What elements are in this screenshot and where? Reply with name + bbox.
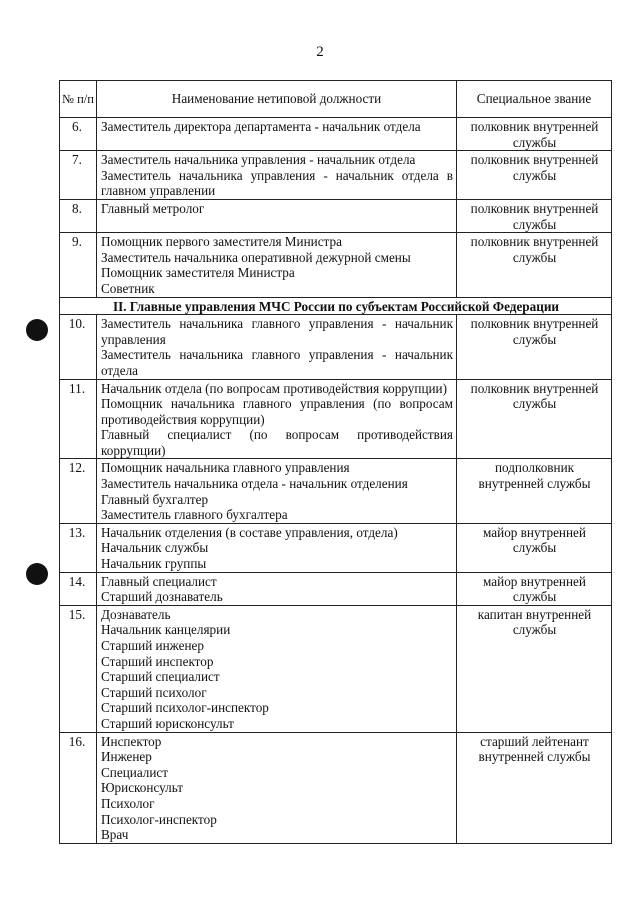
position-title: Старший инспектор [101,653,214,669]
position-title: Психолог-инспектор [101,811,217,827]
position-title: Начальник группы [101,556,207,572]
position-title: Заместитель начальника управления - начальник отдела в главном управлении [101,167,453,199]
rank-cell: полковник внутренней службы [457,315,612,379]
position-title: Главный специалист [101,573,217,589]
position-title: Старший инженер [101,638,204,653]
row-number: 10. [60,315,97,379]
position-title: Врач [101,827,129,843]
position-title: Психолог [101,795,155,811]
page-number: 2 [316,44,324,60]
position-title: Старший психолог [101,684,207,700]
rank-cell: полковник внутренней службы [457,233,612,297]
table-body-part-2 [60,315,612,844]
row-number: 11. [60,379,97,459]
position-title: Начальник службы [101,540,209,556]
position-title: Заместитель директора департамента - начальник отдела [101,119,421,134]
table-row [60,315,612,379]
position-title: Советник [101,280,155,296]
position-cell [97,732,457,843]
table-body-part-1 [60,118,612,298]
rank-cell: подполковник внутренней службы [457,459,612,523]
position-cell [97,118,457,151]
rank-cell: полковник внутренней службы [457,199,612,232]
position-title: Заместитель главного бухгалтера [101,507,288,523]
position-cell [97,199,457,232]
rank-cell: майор внутренней службы [457,572,612,605]
table-row [60,459,612,523]
position-title: Помощник первого заместителя Министра [101,234,342,250]
table-row [60,572,612,605]
position-title: Инженер [101,749,152,765]
position-title: Помощник заместителя Министра [101,265,295,281]
position-title: Старший юрисконсульт [101,715,234,731]
position-cell [97,605,457,732]
rank-cell: полковник внутренней службы [457,118,612,151]
position-title: Заместитель начальника оперативной дежурной смены [101,249,411,265]
position-title: Старший психолог-инспектор [101,700,269,716]
table-row [60,379,612,459]
position-title: Начальник отдела (по вопросам противодействия коррупции) [101,380,448,396]
position-title: Юрисконсульт [101,780,183,796]
punch-hole-mark [26,319,48,341]
table-row [60,605,612,732]
position-title: Главный метролог [101,200,205,216]
position-cell [97,233,457,297]
position-cell [97,151,457,200]
row-number: 14. [60,572,97,605]
table-row [60,732,612,843]
rank-cell: полковник внутренней службы [457,151,612,200]
rank-cell: капитан внутренней службы [457,605,612,732]
section-heading: II. Главные управления МЧС России по субъектам Российской Федерации [60,297,612,315]
row-number: 12. [60,459,97,523]
position-title: Главный бухгалтер [101,491,209,507]
table-row [60,233,612,297]
position-title: Заместитель начальника главного управления - начальник отдела [101,347,453,378]
position-title: Инспектор [101,733,162,749]
rank-cell: полковник внутренней службы [457,379,612,459]
table-row [60,199,612,232]
header-rank: Специальное звание [457,81,612,118]
position-title: Дознаватель [101,606,171,622]
row-number: 13. [60,523,97,572]
position-title: Старший специалист [101,669,220,685]
position-cell [97,459,457,523]
punch-hole-mark [26,563,48,585]
position-title: Заместитель начальника управления - начальник отдела [101,152,416,168]
header-number: № п/п [60,81,97,118]
table-row [60,151,612,200]
positions-table [59,80,612,844]
position-cell [97,572,457,605]
position-cell [97,315,457,379]
table-row [60,523,612,572]
row-number: 15. [60,605,97,732]
position-title: Старший дознаватель [101,589,223,605]
rank-cell: старший лейтенант внутренней службы [457,732,612,843]
row-number: 9. [60,233,97,297]
header-position: Наименование нетиповой должности [97,81,457,118]
position-title: Заместитель начальника отдела - начальник отделения [101,476,408,492]
row-number: 8. [60,199,97,232]
position-title: Помощник начальника главного управления [101,460,350,476]
position-cell [97,523,457,572]
position-title: Специалист [101,764,169,780]
position-title: Начальник отделения (в составе управления, отдела) [101,524,398,540]
position-title: Заместитель начальника главного управления - начальник управления [101,316,453,347]
row-number: 16. [60,732,97,843]
position-title: Главный специалист (по вопросам противодействия коррупции) [101,427,453,458]
rank-cell: майор внутренней службы [457,523,612,572]
position-title: Начальник канцелярии [101,622,231,638]
row-number: 6. [60,118,97,151]
position-title: Помощник начальника главного управления (по вопросам противодействия коррупции) [101,396,453,427]
position-cell [97,379,457,459]
row-number: 7. [60,151,97,200]
table-row [60,118,612,151]
